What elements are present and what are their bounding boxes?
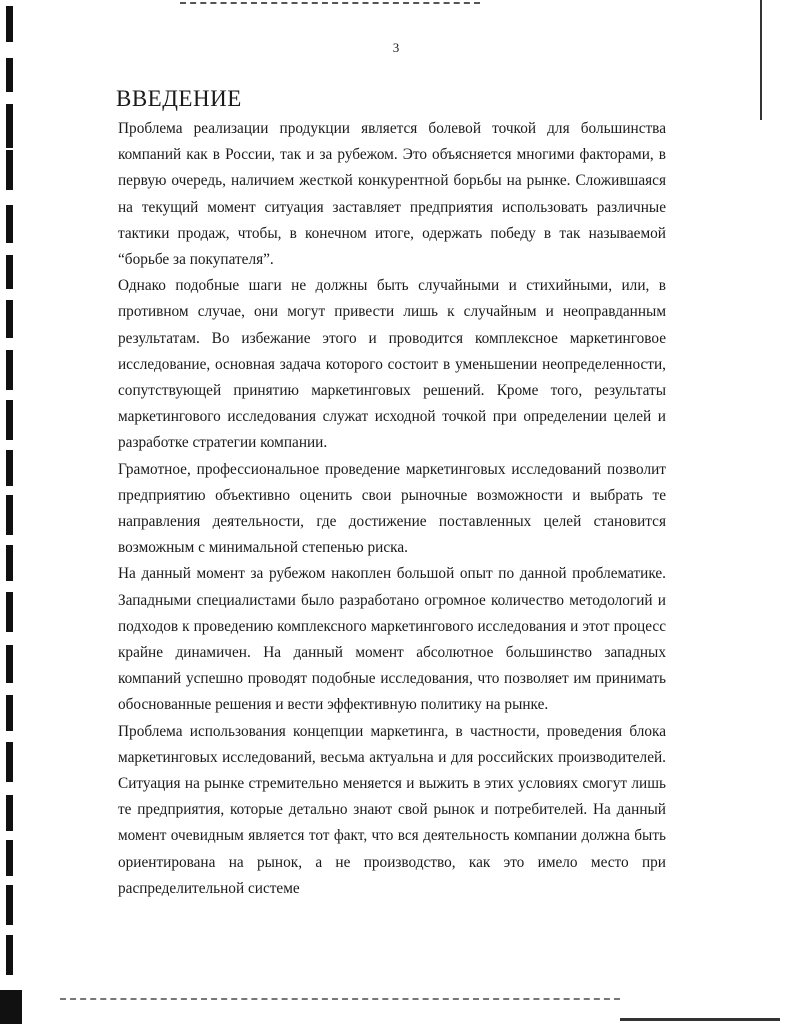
scan-artifact-corner [0,990,22,1024]
paragraph: Проблема реализации продукции является болевой точкой для большинства компаний как в России, так и за рубежом. Это объясняется многими факторами, в первую очередь, наличием жесткой конкурентной борьбы на рынке. Сложившаяся на текущий момент ситуация заставляет предприятия использовать различные тактики продаж, чтобы, в конечном итоге, одержать победу в так называемой “борьбе за покупателя”. [118,120,666,269]
binding-mark [6,592,13,632]
body-text [118,116,666,902]
binding-mark [6,885,13,925]
binding-mark [6,645,13,683]
binding-mark [6,150,13,190]
paragraph: На данный момент за рубежом накоплен большой опыт по данной проблематике. Западными специалистами было разработано огромное количество методологий и подходов к проведению комплексного маркетингового исследования и этот процесс крайне динамичен. На данный момент абсолютное большинство западных компаний успешно проводят подобные исследования, что позволяет им принимать обоснованные решения и вести эффективную политику на рынке. [118,565,666,714]
binding-mark [6,695,13,731]
binding-mark [6,935,13,975]
binding-mark [6,350,13,390]
binding-mark [6,6,13,42]
paragraph: Однако подобные шаги не должны быть случайными и стихийными, или, в противном случае, они могут привести лишь к случайным и неоправданным результатам. Во избежание этого и проводится комплексное маркетинговое исследование, основная задача которого состоит в уменьшении неопределенности, сопутствующей принятию маркетинговых решений. Кроме того, результаты маркетингового исследования служат исходной точкой при определении целей и разработке стратегии компании. [118,277,666,452]
scan-artifact-right-edge [760,0,762,120]
binding-mark [6,400,13,440]
binding-mark [6,104,13,148]
scan-artifact-bottom [60,998,620,1000]
binding-mark [6,58,13,92]
section-heading: ВВЕДЕНИЕ [116,86,242,111]
binding-mark [6,495,13,535]
binding-mark [6,255,13,289]
binding-mark [6,205,13,243]
page-number: 3 [392,40,400,55]
binding-mark [6,300,13,338]
scan-artifact-top [180,2,480,4]
binding-mark [6,795,13,831]
binding-mark [6,742,13,782]
binding-mark [6,450,13,486]
binding-mark [6,545,13,581]
paragraph: Проблема использования концепции маркетинга, в частности, проведения блока маркетинговых исследований, весьма актуальна и для российских производителей. Ситуация на рынке стремительно меняется и выжить в этих условиях смогут лишь те предприятия, которые детально знают свой рынок и потребителей. На данный момент очевидным является тот факт, что вся деятельность компании должна быть ориентирована на рынок, а не производство, как это имело место при распределительной системе [118,722,666,897]
scan-artifact-bottom-right [620,1018,780,1021]
binding-mark [6,840,13,876]
paragraph: Грамотное, профессиональное проведение маркетинговых исследований позволит предприятию объективно оценить свои рыночные возможности и выбрать те направления деятельности, где достижение поставленных целей становится возможным с минимальной степенью риска. [118,460,666,557]
